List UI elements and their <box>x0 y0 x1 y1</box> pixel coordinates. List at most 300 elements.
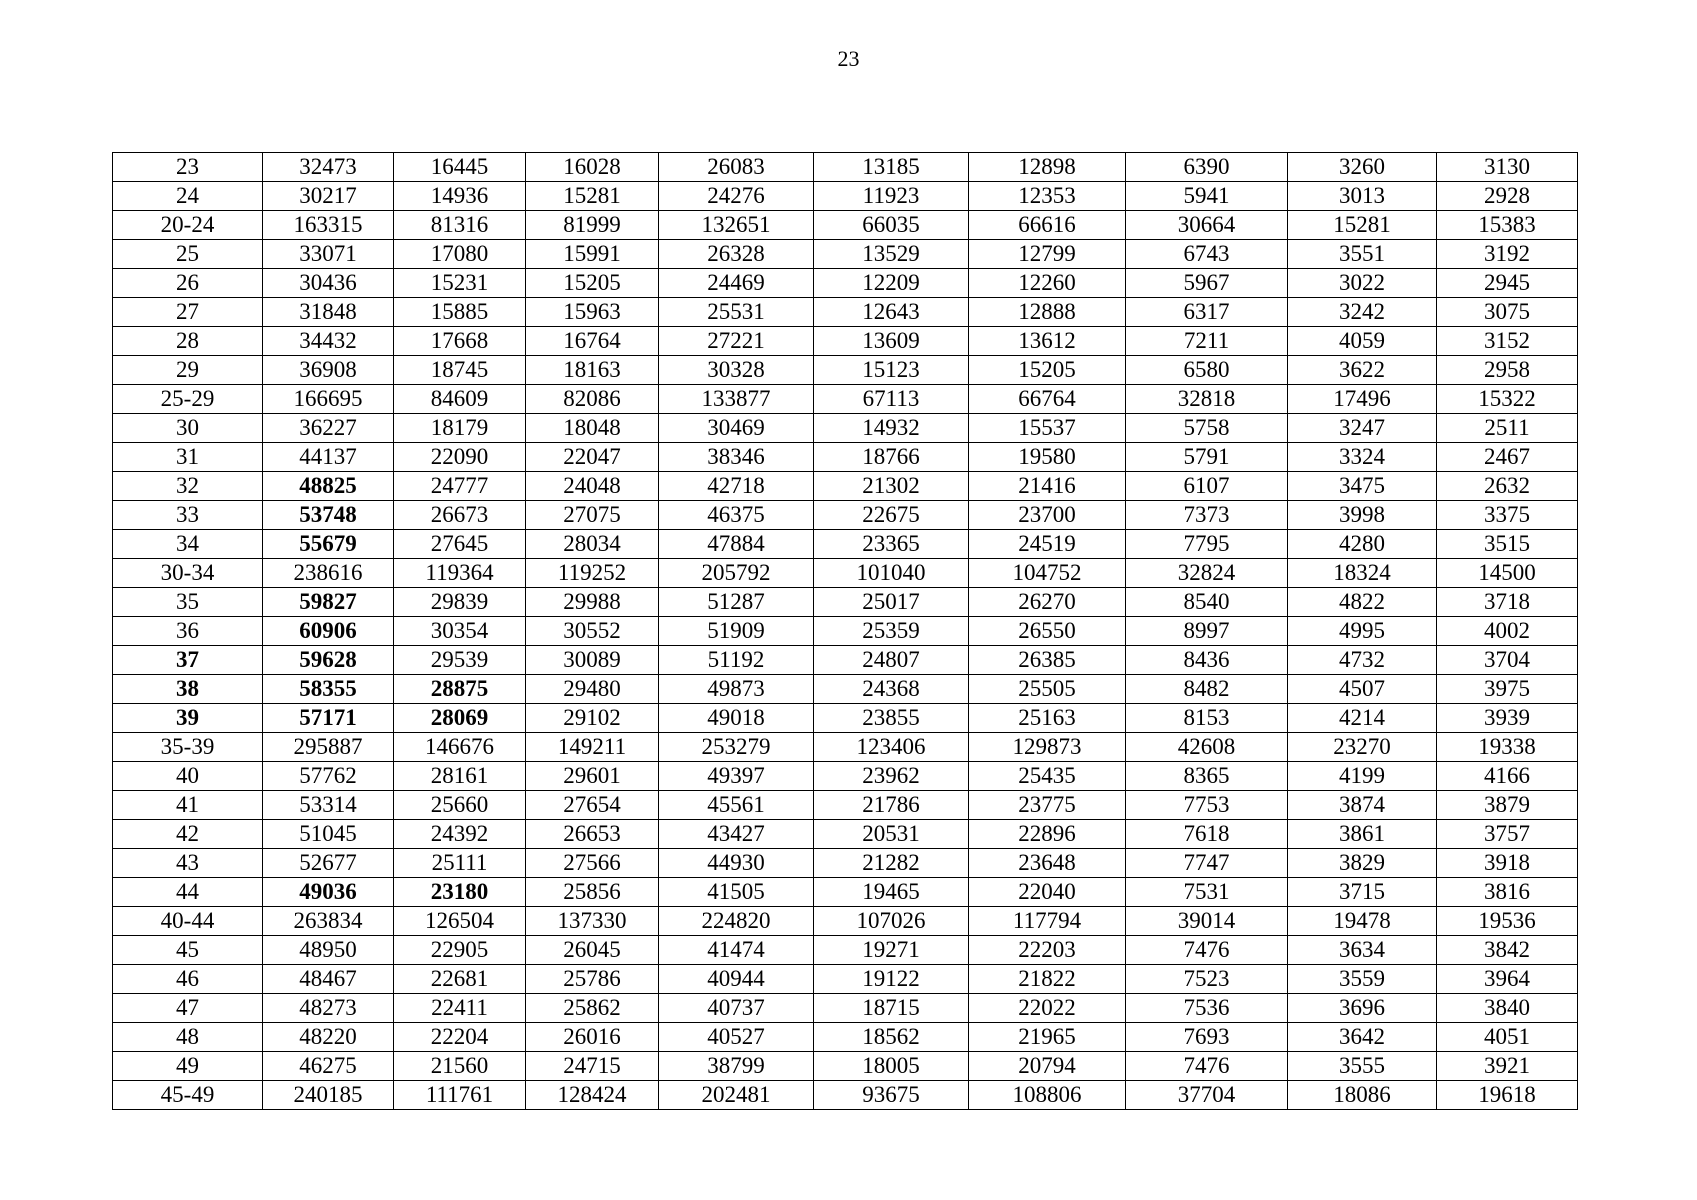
table-row <box>113 327 1578 356</box>
value-cell: 4214 <box>1288 704 1437 733</box>
age-cell: 38 <box>113 675 263 704</box>
value-cell: 4732 <box>1288 646 1437 675</box>
value-cell: 107026 <box>814 907 969 936</box>
value-cell: 29988 <box>526 588 659 617</box>
value-cell: 123406 <box>814 733 969 762</box>
value-cell: 4166 <box>1437 762 1578 791</box>
value-cell: 3704 <box>1437 646 1578 675</box>
age-cell: 23 <box>113 153 263 182</box>
value-cell: 29102 <box>526 704 659 733</box>
value-cell: 18324 <box>1288 559 1437 588</box>
value-cell: 30436 <box>263 269 394 298</box>
value-cell: 36908 <box>263 356 394 385</box>
value-cell: 3642 <box>1288 1023 1437 1052</box>
value-cell: 24048 <box>526 472 659 501</box>
value-cell: 15281 <box>1288 211 1437 240</box>
value-cell: 27566 <box>526 849 659 878</box>
value-cell: 13185 <box>814 153 969 182</box>
value-cell: 7531 <box>1126 878 1288 907</box>
value-cell: 43427 <box>659 820 814 849</box>
value-cell: 48220 <box>263 1023 394 1052</box>
table-row <box>113 791 1578 820</box>
table-row <box>113 443 1578 472</box>
age-cell: 25-29 <box>113 385 263 414</box>
value-cell: 21416 <box>969 472 1126 501</box>
value-cell: 137330 <box>526 907 659 936</box>
value-cell: 26653 <box>526 820 659 849</box>
population-table <box>112 152 1578 1110</box>
table-row <box>113 994 1578 1023</box>
age-cell: 45 <box>113 936 263 965</box>
value-cell: 14936 <box>394 182 526 211</box>
value-cell: 45561 <box>659 791 814 820</box>
value-cell: 3075 <box>1437 298 1578 327</box>
value-cell: 41505 <box>659 878 814 907</box>
value-cell: 15123 <box>814 356 969 385</box>
value-cell: 22040 <box>969 878 1126 907</box>
value-cell: 40944 <box>659 965 814 994</box>
age-cell: 45-49 <box>113 1081 263 1110</box>
value-cell: 23855 <box>814 704 969 733</box>
value-cell: 26045 <box>526 936 659 965</box>
value-cell: 22203 <box>969 936 1126 965</box>
age-cell: 27 <box>113 298 263 327</box>
age-cell: 49 <box>113 1052 263 1081</box>
value-cell: 23775 <box>969 791 1126 820</box>
age-cell: 26 <box>113 269 263 298</box>
age-cell: 41 <box>113 791 263 820</box>
value-cell: 18048 <box>526 414 659 443</box>
value-cell: 3939 <box>1437 704 1578 733</box>
value-cell: 21965 <box>969 1023 1126 1052</box>
value-cell: 3964 <box>1437 965 1578 994</box>
value-cell: 263834 <box>263 907 394 936</box>
value-cell: 24392 <box>394 820 526 849</box>
value-cell: 7523 <box>1126 965 1288 994</box>
value-cell: 3998 <box>1288 501 1437 530</box>
value-cell: 7693 <box>1126 1023 1288 1052</box>
value-cell: 7618 <box>1126 820 1288 849</box>
value-cell: 24777 <box>394 472 526 501</box>
value-cell: 25531 <box>659 298 814 327</box>
value-cell: 38346 <box>659 443 814 472</box>
value-cell: 3242 <box>1288 298 1437 327</box>
age-cell: 33 <box>113 501 263 530</box>
value-cell: 19465 <box>814 878 969 907</box>
value-cell: 7373 <box>1126 501 1288 530</box>
table-row <box>113 1023 1578 1052</box>
value-cell: 119364 <box>394 559 526 588</box>
value-cell: 117794 <box>969 907 1126 936</box>
value-cell: 25359 <box>814 617 969 646</box>
value-cell: 44137 <box>263 443 394 472</box>
value-cell: 129873 <box>969 733 1126 762</box>
value-cell: 29601 <box>526 762 659 791</box>
table-row <box>113 646 1578 675</box>
value-cell: 28875 <box>394 675 526 704</box>
table-row <box>113 1052 1578 1081</box>
value-cell: 19271 <box>814 936 969 965</box>
value-cell: 19580 <box>969 443 1126 472</box>
value-cell: 15281 <box>526 182 659 211</box>
value-cell: 8540 <box>1126 588 1288 617</box>
value-cell: 3515 <box>1437 530 1578 559</box>
value-cell: 23270 <box>1288 733 1437 762</box>
value-cell: 3829 <box>1288 849 1437 878</box>
value-cell: 17668 <box>394 327 526 356</box>
age-cell: 20-24 <box>113 211 263 240</box>
value-cell: 3842 <box>1437 936 1578 965</box>
value-cell: 25111 <box>394 849 526 878</box>
value-cell: 30664 <box>1126 211 1288 240</box>
value-cell: 59628 <box>263 646 394 675</box>
table-row <box>113 762 1578 791</box>
value-cell: 3718 <box>1437 588 1578 617</box>
table-row <box>113 820 1578 849</box>
value-cell: 3152 <box>1437 327 1578 356</box>
value-cell: 146676 <box>394 733 526 762</box>
value-cell: 22022 <box>969 994 1126 1023</box>
value-cell: 18163 <box>526 356 659 385</box>
age-cell: 30 <box>113 414 263 443</box>
value-cell: 163315 <box>263 211 394 240</box>
value-cell: 3247 <box>1288 414 1437 443</box>
value-cell: 3861 <box>1288 820 1437 849</box>
value-cell: 7536 <box>1126 994 1288 1023</box>
value-cell: 5758 <box>1126 414 1288 443</box>
value-cell: 4995 <box>1288 617 1437 646</box>
value-cell: 8482 <box>1126 675 1288 704</box>
value-cell: 21786 <box>814 791 969 820</box>
value-cell: 3013 <box>1288 182 1437 211</box>
value-cell: 12260 <box>969 269 1126 298</box>
age-cell: 36 <box>113 617 263 646</box>
value-cell: 66035 <box>814 211 969 240</box>
value-cell: 3551 <box>1288 240 1437 269</box>
value-cell: 253279 <box>659 733 814 762</box>
value-cell: 19478 <box>1288 907 1437 936</box>
value-cell: 32473 <box>263 153 394 182</box>
value-cell: 26083 <box>659 153 814 182</box>
value-cell: 26270 <box>969 588 1126 617</box>
value-cell: 25505 <box>969 675 1126 704</box>
value-cell: 22204 <box>394 1023 526 1052</box>
value-cell: 49397 <box>659 762 814 791</box>
value-cell: 3975 <box>1437 675 1578 704</box>
value-cell: 18745 <box>394 356 526 385</box>
value-cell: 39014 <box>1126 907 1288 936</box>
table-row <box>113 385 1578 414</box>
value-cell: 205792 <box>659 559 814 588</box>
value-cell: 19122 <box>814 965 969 994</box>
value-cell: 12643 <box>814 298 969 327</box>
value-cell: 15963 <box>526 298 659 327</box>
value-cell: 2511 <box>1437 414 1578 443</box>
value-cell: 13609 <box>814 327 969 356</box>
age-cell: 47 <box>113 994 263 1023</box>
value-cell: 34432 <box>263 327 394 356</box>
value-cell: 2928 <box>1437 182 1578 211</box>
value-cell: 29539 <box>394 646 526 675</box>
value-cell: 24519 <box>969 530 1126 559</box>
table-row <box>113 1081 1578 1110</box>
value-cell: 18086 <box>1288 1081 1437 1110</box>
value-cell: 67113 <box>814 385 969 414</box>
age-cell: 48 <box>113 1023 263 1052</box>
table-row <box>113 298 1578 327</box>
value-cell: 27654 <box>526 791 659 820</box>
page-number: 23 <box>837 46 860 71</box>
value-cell: 4280 <box>1288 530 1437 559</box>
value-cell: 240185 <box>263 1081 394 1110</box>
value-cell: 16764 <box>526 327 659 356</box>
value-cell: 47884 <box>659 530 814 559</box>
value-cell: 15991 <box>526 240 659 269</box>
value-cell: 15885 <box>394 298 526 327</box>
age-cell: 43 <box>113 849 263 878</box>
value-cell: 3918 <box>1437 849 1578 878</box>
value-cell: 12888 <box>969 298 1126 327</box>
table-row <box>113 878 1578 907</box>
value-cell: 48273 <box>263 994 394 1023</box>
value-cell: 27645 <box>394 530 526 559</box>
age-cell: 39 <box>113 704 263 733</box>
value-cell: 28069 <box>394 704 526 733</box>
value-cell: 111761 <box>394 1081 526 1110</box>
value-cell: 25435 <box>969 762 1126 791</box>
value-cell: 27075 <box>526 501 659 530</box>
value-cell: 24715 <box>526 1052 659 1081</box>
value-cell: 22896 <box>969 820 1126 849</box>
value-cell: 3130 <box>1437 153 1578 182</box>
table-row <box>113 269 1578 298</box>
value-cell: 12898 <box>969 153 1126 182</box>
value-cell: 29480 <box>526 675 659 704</box>
value-cell: 4002 <box>1437 617 1578 646</box>
value-cell: 20794 <box>969 1052 1126 1081</box>
age-cell: 37 <box>113 646 263 675</box>
value-cell: 26673 <box>394 501 526 530</box>
age-cell: 44 <box>113 878 263 907</box>
value-cell: 53314 <box>263 791 394 820</box>
value-cell: 6317 <box>1126 298 1288 327</box>
value-cell: 8365 <box>1126 762 1288 791</box>
value-cell: 6107 <box>1126 472 1288 501</box>
value-cell: 3715 <box>1288 878 1437 907</box>
value-cell: 2945 <box>1437 269 1578 298</box>
value-cell: 23180 <box>394 878 526 907</box>
value-cell: 32824 <box>1126 559 1288 588</box>
value-cell: 8153 <box>1126 704 1288 733</box>
value-cell: 41474 <box>659 936 814 965</box>
value-cell: 7476 <box>1126 936 1288 965</box>
value-cell: 2632 <box>1437 472 1578 501</box>
value-cell: 49873 <box>659 675 814 704</box>
value-cell: 3475 <box>1288 472 1437 501</box>
value-cell: 22681 <box>394 965 526 994</box>
value-cell: 2958 <box>1437 356 1578 385</box>
value-cell: 21560 <box>394 1052 526 1081</box>
table-row <box>113 675 1578 704</box>
value-cell: 4822 <box>1288 588 1437 617</box>
value-cell: 3559 <box>1288 965 1437 994</box>
value-cell: 22411 <box>394 994 526 1023</box>
age-cell: 35 <box>113 588 263 617</box>
value-cell: 23962 <box>814 762 969 791</box>
value-cell: 33071 <box>263 240 394 269</box>
value-cell: 24469 <box>659 269 814 298</box>
value-cell: 3375 <box>1437 501 1578 530</box>
value-cell: 17080 <box>394 240 526 269</box>
value-cell: 49036 <box>263 878 394 907</box>
value-cell: 59827 <box>263 588 394 617</box>
value-cell: 15205 <box>526 269 659 298</box>
value-cell: 25862 <box>526 994 659 1023</box>
value-cell: 12353 <box>969 182 1126 211</box>
value-cell: 24368 <box>814 675 969 704</box>
value-cell: 132651 <box>659 211 814 240</box>
value-cell: 51045 <box>263 820 394 849</box>
value-cell: 23648 <box>969 849 1126 878</box>
age-cell: 28 <box>113 327 263 356</box>
value-cell: 5941 <box>1126 182 1288 211</box>
value-cell: 14500 <box>1437 559 1578 588</box>
value-cell: 15231 <box>394 269 526 298</box>
table-row <box>113 965 1578 994</box>
value-cell: 11923 <box>814 182 969 211</box>
value-cell: 32818 <box>1126 385 1288 414</box>
value-cell: 3816 <box>1437 878 1578 907</box>
table-row <box>113 936 1578 965</box>
value-cell: 224820 <box>659 907 814 936</box>
value-cell: 128424 <box>526 1081 659 1110</box>
value-cell: 26550 <box>969 617 1126 646</box>
table-row <box>113 849 1578 878</box>
value-cell: 17496 <box>1288 385 1437 414</box>
value-cell: 18562 <box>814 1023 969 1052</box>
value-cell: 46375 <box>659 501 814 530</box>
value-cell: 84609 <box>394 385 526 414</box>
value-cell: 19338 <box>1437 733 1578 762</box>
value-cell: 133877 <box>659 385 814 414</box>
value-cell: 3192 <box>1437 240 1578 269</box>
value-cell: 7753 <box>1126 791 1288 820</box>
value-cell: 202481 <box>659 1081 814 1110</box>
table-row <box>113 530 1578 559</box>
value-cell: 22905 <box>394 936 526 965</box>
value-cell: 104752 <box>969 559 1126 588</box>
value-cell: 40527 <box>659 1023 814 1052</box>
value-cell: 22047 <box>526 443 659 472</box>
value-cell: 48467 <box>263 965 394 994</box>
value-cell: 4051 <box>1437 1023 1578 1052</box>
value-cell: 24276 <box>659 182 814 211</box>
value-cell: 20531 <box>814 820 969 849</box>
value-cell: 48825 <box>263 472 394 501</box>
value-cell: 15322 <box>1437 385 1578 414</box>
value-cell: 166695 <box>263 385 394 414</box>
value-cell: 81316 <box>394 211 526 240</box>
value-cell: 12799 <box>969 240 1126 269</box>
value-cell: 101040 <box>814 559 969 588</box>
value-cell: 25017 <box>814 588 969 617</box>
value-cell: 3324 <box>1288 443 1437 472</box>
value-cell: 38799 <box>659 1052 814 1081</box>
value-cell: 5967 <box>1126 269 1288 298</box>
age-cell: 25 <box>113 240 263 269</box>
value-cell: 60906 <box>263 617 394 646</box>
value-cell: 55679 <box>263 530 394 559</box>
value-cell: 3757 <box>1437 820 1578 849</box>
value-cell: 93675 <box>814 1081 969 1110</box>
age-cell: 34 <box>113 530 263 559</box>
table-row <box>113 240 1578 269</box>
value-cell: 42718 <box>659 472 814 501</box>
value-cell: 3622 <box>1288 356 1437 385</box>
age-cell: 35-39 <box>113 733 263 762</box>
age-cell: 31 <box>113 443 263 472</box>
value-cell: 7795 <box>1126 530 1288 559</box>
value-cell: 7476 <box>1126 1052 1288 1081</box>
value-cell: 22675 <box>814 501 969 530</box>
value-cell: 48950 <box>263 936 394 965</box>
value-cell: 28034 <box>526 530 659 559</box>
value-cell: 23365 <box>814 530 969 559</box>
value-cell: 66764 <box>969 385 1126 414</box>
value-cell: 3022 <box>1288 269 1437 298</box>
age-cell: 30-34 <box>113 559 263 588</box>
table-row <box>113 559 1578 588</box>
value-cell: 4199 <box>1288 762 1437 791</box>
value-cell: 26328 <box>659 240 814 269</box>
value-cell: 126504 <box>394 907 526 936</box>
value-cell: 30552 <box>526 617 659 646</box>
value-cell: 238616 <box>263 559 394 588</box>
value-cell: 3879 <box>1437 791 1578 820</box>
value-cell: 30217 <box>263 182 394 211</box>
value-cell: 36227 <box>263 414 394 443</box>
value-cell: 18766 <box>814 443 969 472</box>
value-cell: 81999 <box>526 211 659 240</box>
value-cell: 27221 <box>659 327 814 356</box>
value-cell: 49018 <box>659 704 814 733</box>
value-cell: 28161 <box>394 762 526 791</box>
age-cell: 46 <box>113 965 263 994</box>
table-row <box>113 617 1578 646</box>
value-cell: 3696 <box>1288 994 1437 1023</box>
table-row <box>113 472 1578 501</box>
table-row <box>113 356 1578 385</box>
value-cell: 22090 <box>394 443 526 472</box>
value-cell: 6580 <box>1126 356 1288 385</box>
value-cell: 66616 <box>969 211 1126 240</box>
table-row <box>113 501 1578 530</box>
value-cell: 31848 <box>263 298 394 327</box>
table-row <box>113 907 1578 936</box>
value-cell: 37704 <box>1126 1081 1288 1110</box>
value-cell: 30469 <box>659 414 814 443</box>
table-row <box>113 733 1578 762</box>
age-cell: 40 <box>113 762 263 791</box>
value-cell: 2467 <box>1437 443 1578 472</box>
value-cell: 21282 <box>814 849 969 878</box>
value-cell: 25786 <box>526 965 659 994</box>
value-cell: 82086 <box>526 385 659 414</box>
value-cell: 30089 <box>526 646 659 675</box>
table-row <box>113 588 1578 617</box>
value-cell: 149211 <box>526 733 659 762</box>
value-cell: 58355 <box>263 675 394 704</box>
